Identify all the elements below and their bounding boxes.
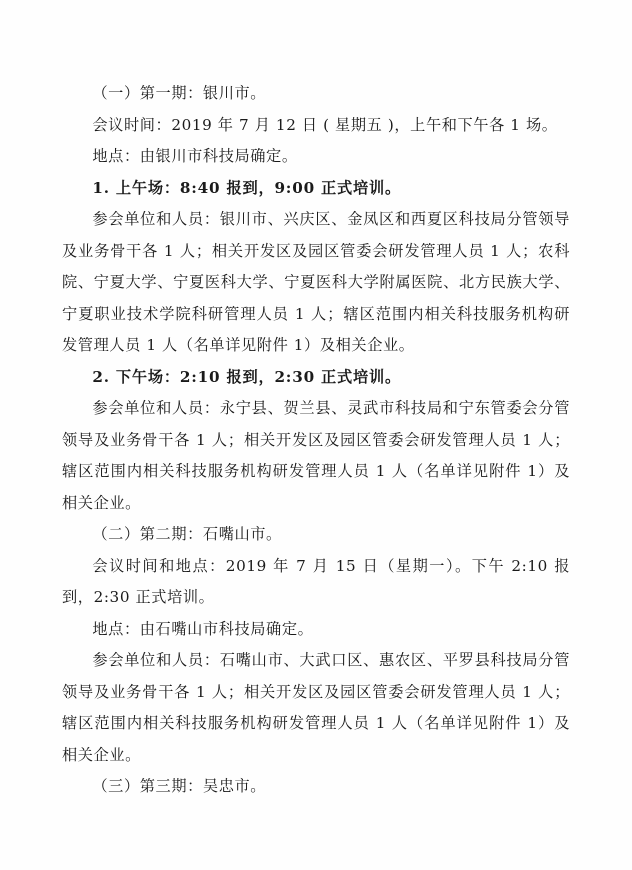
paragraph-section-one-afternoon-heading: 2. 下午场：2:10 报到，2:30 正式培训。 — [92, 367, 401, 386]
paragraph-section-one-time: 会议时间：2019 年 7 月 12 日 ( 星期五 )，上午和下午各 1 场。 — [92, 115, 558, 134]
document-body — [62, 78, 570, 803]
paragraph-section-one-heading: （一）第一期：银川市。 — [92, 84, 267, 102]
paragraph-section-one-morning-heading: 1. 上午场：8:40 报到，9:00 正式培训。 — [92, 178, 401, 197]
paragraph-section-two-units: 参会单位和人员：石嘴山市、大武口区、惠农区、平罗县科技局分管领导及业务骨干各 1 人；相关开发区及园区管委会研发管理人员 1 人；辖区范围内相关科技服务机构研发管理人员 1 人（名单详见附件 1）及相关企业。 — [62, 651, 570, 764]
paragraph-section-two-heading: （二）第二期：石嘴山市。 — [92, 525, 282, 543]
paragraph-section-two-place: 地点：由石嘴山市科技局确定。 — [92, 619, 314, 638]
paragraph-section-two-time: 会议时间和地点：2019 年 7 月 15 日（星期一）。下午 2:10 报到，2:30 正式培训。 — [62, 556, 570, 606]
paragraph-section-one-afternoon-units: 参会单位和人员：永宁县、贺兰县、灵武市科技局和宁东管委会分管领导及业务骨干各 1 人；相关开发区及园区管委会研发管理人员 1 人；辖区范围内相关科技服务机构研发管理人员 1 人（名单详见附件 1）及相关企业。 — [62, 399, 570, 512]
paragraph-section-one-morning-units: 参会单位和人员：银川市、兴庆区、金凤区和西夏区科技局分管领导及业务骨干各 1 人；相关开发区及园区管委会研发管理人员 1 人；农科院、宁夏大学、宁夏医科大学、宁夏医科大学附属医院、北方民族大学、宁夏职业技术学院科研管理人员 1 人；辖区范围内相关科技服务机构研发管理人员 1 人（名单详见附件 1）及相关企业。 — [62, 210, 570, 354]
paragraph-section-one-place: 地点：由银川市科技局确定。 — [92, 147, 298, 165]
paragraph-section-three-heading: （三）第三期：吴忠市。 — [92, 777, 267, 795]
